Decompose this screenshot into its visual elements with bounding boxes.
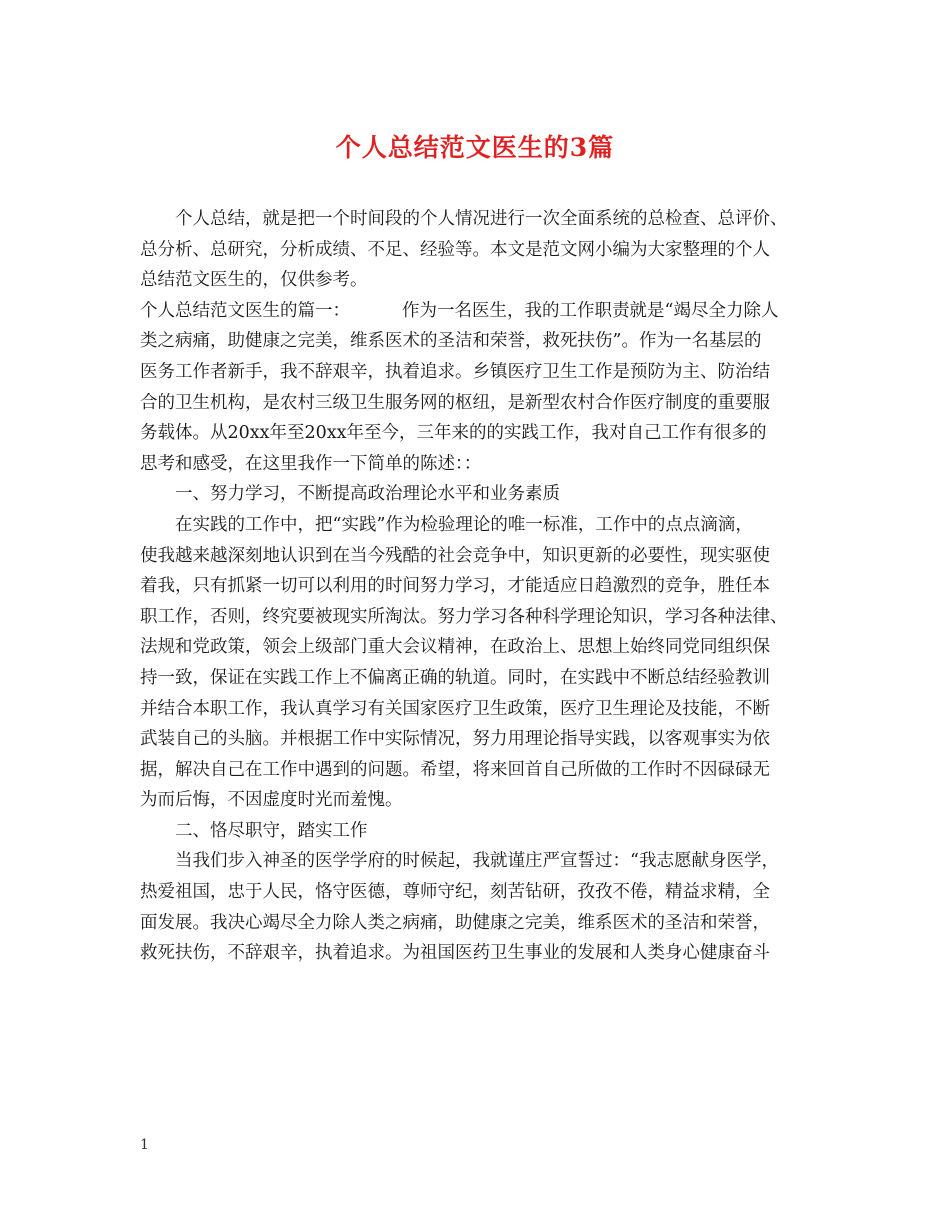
document-title: 个人总结范文医生的3篇 (335, 133, 615, 162)
text-line: 类之病痛，助健康之完美，维系医术的圣洁和荣誉，救死扶伤”。作为一名基层的 (140, 331, 762, 352)
text-line: 持一致，保证在实践工作上不偏离正确的轨道。同时，在实践中不断总结经验教训 (140, 667, 770, 688)
text-line: 思考和感受，在这里我作一下简单的陈述：： (140, 453, 482, 474)
document-body (140, 204, 820, 969)
text-line: 务载体。从20xx年至20xx年至今，三年来的的实践工作，我对自己工作有很多的 (140, 423, 767, 444)
text-line: 并结合本职工作，我认真学习有关国家医疗卫生政策，医疗卫生理论及技能，不断 (140, 698, 770, 719)
text-line: 热爱祖国，忠于人民，恪守医德，尊师守纪，刻苦钻研，孜孜不倦，精益求精，全 (140, 882, 770, 903)
text-line: 武装自己的头脑。并根据工作中实际情况，努力用理论指导实践，以客观事实为依 (140, 729, 770, 750)
line-text: 作为一名医生，我的工作职责就是“竭尽全力除人 (402, 300, 779, 321)
text-line: 医务工作者新手，我不辞艰辛，执着追求。乡镇医疗卫生工作是预防为主、防治结 (140, 361, 770, 382)
text-line: 面发展。我决心竭尽全力除人类之病痛，助健康之完美，维系医术的圣洁和荣誉， (140, 912, 770, 933)
text-line: 二、恪尽职守，踏实工作 (175, 820, 368, 841)
text-line: 使我越来越深刻地认识到在当今残酷的社会竞争中，知识更新的必要性，现实驱使 (140, 545, 770, 566)
text-line: 救死扶伤，不辞艰辛，执着追求。为祖国医药卫生事业的发展和人类身心健康奋斗 (140, 943, 770, 964)
text-line: 总结范文医生的，仅供参考。 (140, 270, 368, 291)
text-line: 在实践的工作中，把“实践”作为检验理论的唯一标准，工作中的点点滴滴， (175, 514, 753, 535)
text-line: 据，解决自己在工作中遇到的问题。希望，将来回首自己所做的工作时不因碌碌无 (140, 759, 770, 780)
section-heading: 个人总结范文医生的篇一： (140, 300, 350, 321)
page-number: 1 (140, 1137, 149, 1153)
text-line (140, 296, 820, 327)
text-line: 总分析、总研究，分析成绩、不足、经验等。本文是范文网小编为大家整理的个人 (140, 239, 770, 260)
text-line: 合的卫生机构，是农村三级卫生服务网的枢纽，是新型农村合作医疗制度的重要服 (140, 392, 770, 413)
text-line: 着我，只有抓紧一切可以利用的时间努力学习，才能适应日趋激烈的竞争，胜任本 (140, 576, 770, 597)
text-line: 为而后悔，不因虚度时光而羞愧。 (140, 790, 403, 811)
text-line: 当我们步入神圣的医学学府的时候起，我就谨庄严宣誓过：“我志愿献身医学， (175, 851, 779, 872)
text-line: 个人总结，就是把一个时间段的个人情况进行一次全面系统的总检查、总评价、 (175, 209, 788, 229)
text-line: 一、努力学习，不断提高政治理论水平和业务素质 (175, 484, 560, 505)
text-line: 法规和党政策，领会上级部门重大会议精神，在政治上、思想上始终同党同组织保 (140, 637, 770, 658)
text-line: 职工作，否则，终究要被现实所淘汰。努力学习各种科学理论知识，学习各种法律、 (140, 606, 788, 627)
